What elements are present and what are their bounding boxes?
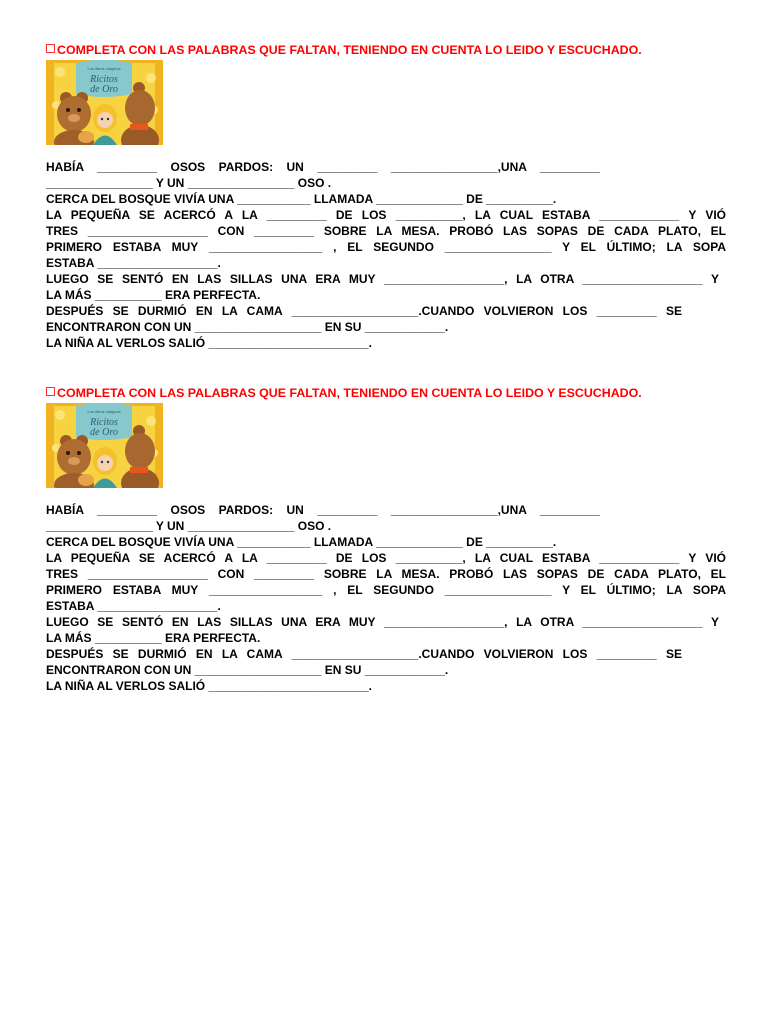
text-line: LA PEQUEÑA SE ACERCÓ A LA _________ DE LOS __________, LA CUAL ESTABA ____________ Y VIÓ <box>46 208 726 222</box>
checkbox-bullet-icon <box>46 387 55 396</box>
svg-text:Los libros mágicos: Los libros mágicos <box>87 409 121 414</box>
fill-in-text <box>46 159 726 351</box>
book-cover-image <box>46 403 163 488</box>
text-line: ESTABA __________________. <box>46 599 221 613</box>
text-line: DESPUÉS SE DURMIÓ EN LA CAMA ___________________.CUANDO VOLVIERON LOS _________ SE <box>46 304 682 318</box>
text-line: CERCA DEL BOSQUE VIVÍA UNA ___________ LLAMADA _____________ DE __________. <box>46 535 557 549</box>
fill-in-text <box>46 502 726 694</box>
svg-text:Los libros mágicos: Los libros mágicos <box>87 66 121 71</box>
text-line: CERCA DEL BOSQUE VIVÍA UNA ___________ LLAMADA _____________ DE __________. <box>46 192 557 206</box>
text-line: PRIMERO ESTABA MUY _________________ , EL SEGUNDO ________________ Y EL ÚLTIMO; LA SOPA <box>46 240 726 254</box>
text-line: ________________ Y UN ________________ OSO . <box>46 519 332 533</box>
text-line: TRES __________________ CON _________ SOBRE LA MESA. PROBÓ LAS SOPAS DE CADA PLATO, EL <box>46 567 726 581</box>
book-cover-illustration <box>46 60 163 145</box>
book-cover-image <box>46 60 163 145</box>
worksheet-heading: COMPLETA CON LAS PALABRAS QUE FALTAN, TENIENDO EN CUENTA LO LEIDO Y ESCUCHADO. <box>46 385 726 403</box>
text-line: HABÍA _________ OSOS PARDOS: UN _________ ________________,UNA _________ <box>46 160 600 174</box>
text-line: ENCONTRARON CON UN ___________________ EN SU ____________. <box>46 320 449 334</box>
worksheet-1 <box>46 42 726 350</box>
worksheet-2 <box>46 385 726 693</box>
text-line: ________________ Y UN ________________ OSO . <box>46 176 332 190</box>
text-line: HABÍA _________ OSOS PARDOS: UN _________ ________________,UNA _________ <box>46 503 600 517</box>
text-line: ESTABA __________________. <box>46 256 221 270</box>
svg-text:de Oro: de Oro <box>90 84 118 95</box>
svg-text:Ricitos: Ricitos <box>90 74 118 85</box>
text-line: LA MÁS __________ ERA PERFECTA. <box>46 288 261 302</box>
text-line: LA NIÑA AL VERLOS SALIÓ ________________________. <box>46 679 372 693</box>
svg-text:Ricitos: Ricitos <box>90 417 118 428</box>
text-line: LUEGO SE SENTÓ EN LAS SILLAS UNA ERA MUY __________________, LA OTRA __________________ Y <box>46 615 719 629</box>
svg-text:de Oro: de Oro <box>90 427 118 438</box>
checkbox-bullet-icon <box>46 44 55 53</box>
text-line: LA PEQUEÑA SE ACERCÓ A LA _________ DE LOS __________, LA CUAL ESTABA ____________ Y VIÓ <box>46 551 726 565</box>
text-line: PRIMERO ESTABA MUY _________________ , EL SEGUNDO ________________ Y EL ÚLTIMO; LA SOPA <box>46 583 726 597</box>
text-line: LA MÁS __________ ERA PERFECTA. <box>46 631 261 645</box>
text-line: ENCONTRARON CON UN ___________________ EN SU ____________. <box>46 663 449 677</box>
text-line: DESPUÉS SE DURMIÓ EN LA CAMA ___________________.CUANDO VOLVIERON LOS _________ SE <box>46 647 682 661</box>
text-line: LUEGO SE SENTÓ EN LAS SILLAS UNA ERA MUY __________________, LA OTRA __________________ Y <box>46 272 719 286</box>
worksheet-heading: COMPLETA CON LAS PALABRAS QUE FALTAN, TENIENDO EN CUENTA LO LEIDO Y ESCUCHADO. <box>46 42 726 60</box>
text-line: TRES __________________ CON _________ SOBRE LA MESA. PROBÓ LAS SOPAS DE CADA PLATO, EL <box>46 224 726 238</box>
book-cover-illustration <box>46 403 163 488</box>
text-line: LA NIÑA AL VERLOS SALIÓ ________________________. <box>46 336 372 350</box>
